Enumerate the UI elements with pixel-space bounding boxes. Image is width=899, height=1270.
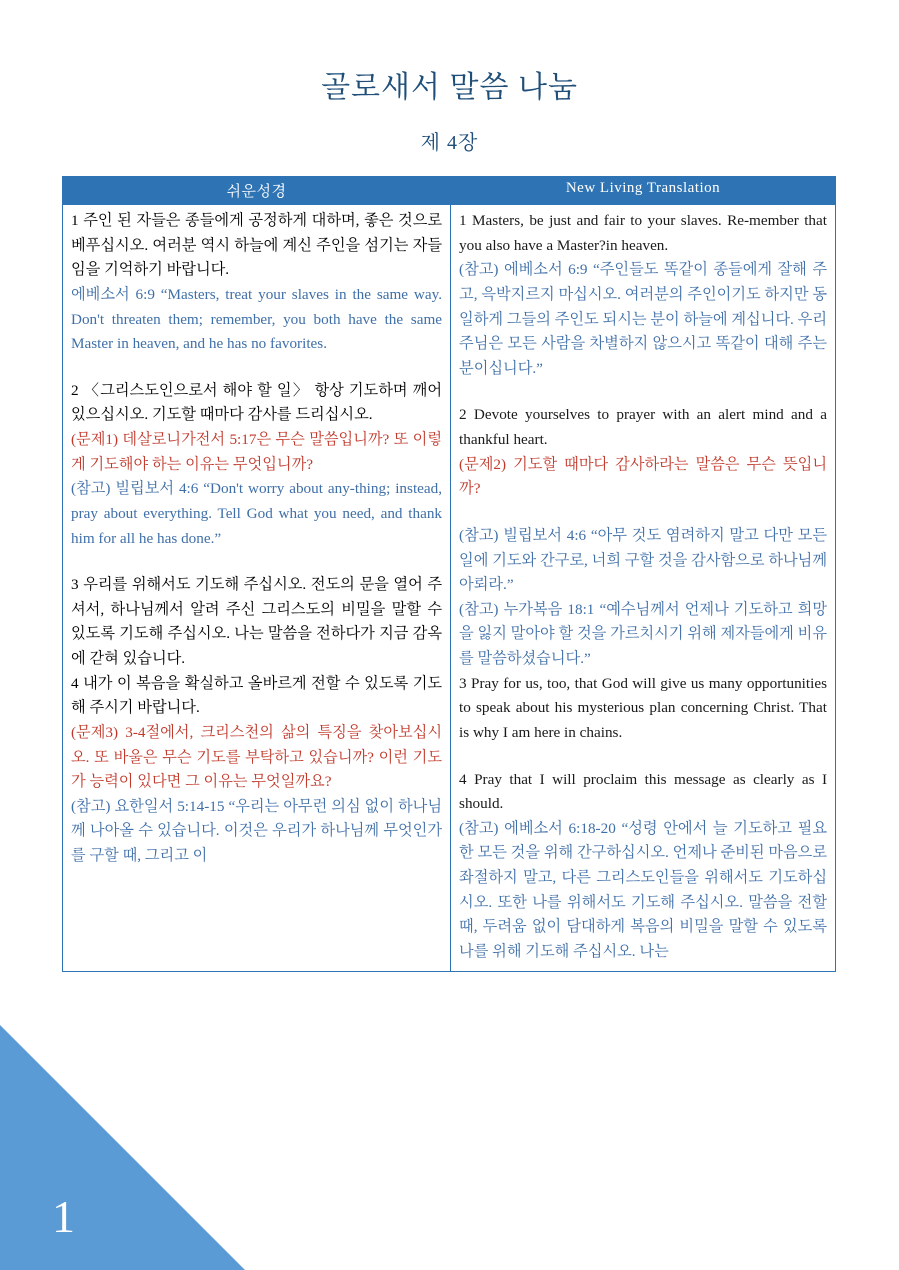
paragraph-v1-english: 1 Masters, be just and fair to your slaves. Re-member that you also have a Master?in heaven. — [459, 212, 827, 254]
paragraph-v2-ref-en: (참고) 빌립보서 4:6 “Don't worry about any-thing; instead, pray about everything. Tell God what you need, and thank him for all he has done.” — [71, 480, 443, 547]
paragraph-v1-ref-ko: (참고) 에베소서 6:9 “주인들도 똑같이 종들에게 잘해 주고, 윽박지르지 마십시오. 여러분의 주인이기도 하지만 동일하게 그들의 주인도 되시는 분이 하늘에 계십니다. 우리 주님은 모든 사람을 차별하지 않으시고 똑같이 대해 주는 분이십니다.” — [459, 261, 827, 377]
paragraph-v1-korean: 1 주인 된 자들은 종들에게 공정하게 대하며, 좋은 것으로 베푸십시오. 여러분 역시 하늘에 계신 주인을 섬기는 자들임을 기억하기 바랍니다. — [71, 212, 443, 279]
paragraph-v4-ref-ko: (참고) 에베소서 6:18-20 “성령 안에서 늘 기도하고 필요한 모든 것을 위해 간구하십시오. 언제나 준비된 마음으로 좌절하지 말고, 다른 그리스도인들을 위해서도 기도하십시오. 또한 나를 위해서도 기도해 주십시오. 말씀을 전할 때, 두려움 없이 담대하게 복음의 비밀을 말할 수 있도록 나를 위해 기도해 주십시오. 나는 — [459, 819, 827, 960]
scripture-table — [62, 176, 836, 972]
paragraph-v2-english: 2 Devote yourselves to prayer with an alert mind and a thankful heart. — [459, 406, 827, 449]
paragraph-question-2: (문제2) 기도할 때마다 감사하라는 말씀은 무슨 뜻입니까? — [459, 455, 827, 498]
table-header-row — [63, 177, 835, 205]
paragraph-v1-ref-en: 에베소서 6:9 “Masters, treat your slaves in the same way. Don't threaten them; remember, you both have the same Master in heaven, and he has no favorites. — [71, 285, 443, 353]
paragraph-question-3: (문제3) 3-4절에서, 크리스천의 삶의 특징을 찾아보십시오. 또 바울은 무슨 기도를 부탁하고 있습니까? 이런 기도가 능력이 있다면 그 이유는 무엇일까요? — [71, 723, 443, 791]
paragraph-v2-korean: 2 〈그리스도인으로서 해야 할 일〉 항상 기도하며 깨어 있으십시오. 기도할 때마다 감사를 드리십시오. — [71, 381, 443, 424]
korean-column — [63, 205, 451, 971]
table-row — [63, 205, 835, 971]
corner-decoration — [0, 1025, 245, 1270]
paragraph-question-1: (문제1) 데살로니가전서 5:17은 무슨 말씀입니까? 또 이렇게 기도해야 하는 이유는 무엇입니까? — [71, 431, 443, 473]
paragraph-v4-english: 4 Pray that I will proclaim this message as clearly as I should. — [459, 770, 827, 813]
page-number: 1 — [52, 1191, 75, 1242]
page-subtitle: 제 4장 — [420, 132, 479, 155]
paragraph-v2-ref-ko-2: (참고) 누가복음 18:1 “예수님께서 언제나 기도하고 희망을 잃지 말아야 할 것을 가르치시기 위해 제자들에게 비유를 말씀하셨습니다.” — [459, 600, 827, 668]
english-column — [451, 205, 835, 971]
paragraph-v4-korean: 4 내가 이 복음을 확실하고 올바르게 전할 수 있도록 기도해 주시기 바랍니다. — [71, 674, 443, 717]
column-header-english: New Living Translation — [451, 177, 835, 205]
paragraph-v2-ref-ko-1: (참고) 빌립보서 4:6 “아무 것도 염려하지 말고 다만 모든 일에 기도와 간구로, 너희 구할 것을 감사함으로 하나님께 아뢰라.” — [459, 526, 827, 594]
paragraph-v3-english: 3 Pray for us, too, that God will give us many opportunities to speak about his mysterious plan concerning Christ. That is why I am here in chains. — [459, 674, 827, 741]
paragraph-v3-korean: 3 우리를 위해서도 기도해 주십시오. 전도의 문을 열어 주셔서, 하나님께서 알려 주신 그리스도의 비밀을 말할 수 있도록 기도해 주십시오. 나는 말씀을 전하다가 지금 감옥에 갇혀 있습니다. — [71, 576, 443, 668]
page-title: 골로새서 말씀 나눔 — [321, 71, 578, 104]
column-header-korean: 쉬운성경 — [63, 177, 451, 205]
paragraph-v4-ref-ko: (참고) 요한일서 5:14-15 “우리는 아무런 의심 없이 하나님께 나아올 수 있습니다. 이것은 우리가 하나님께 무엇인가를 구할 때, 그리고 이 — [71, 797, 443, 865]
